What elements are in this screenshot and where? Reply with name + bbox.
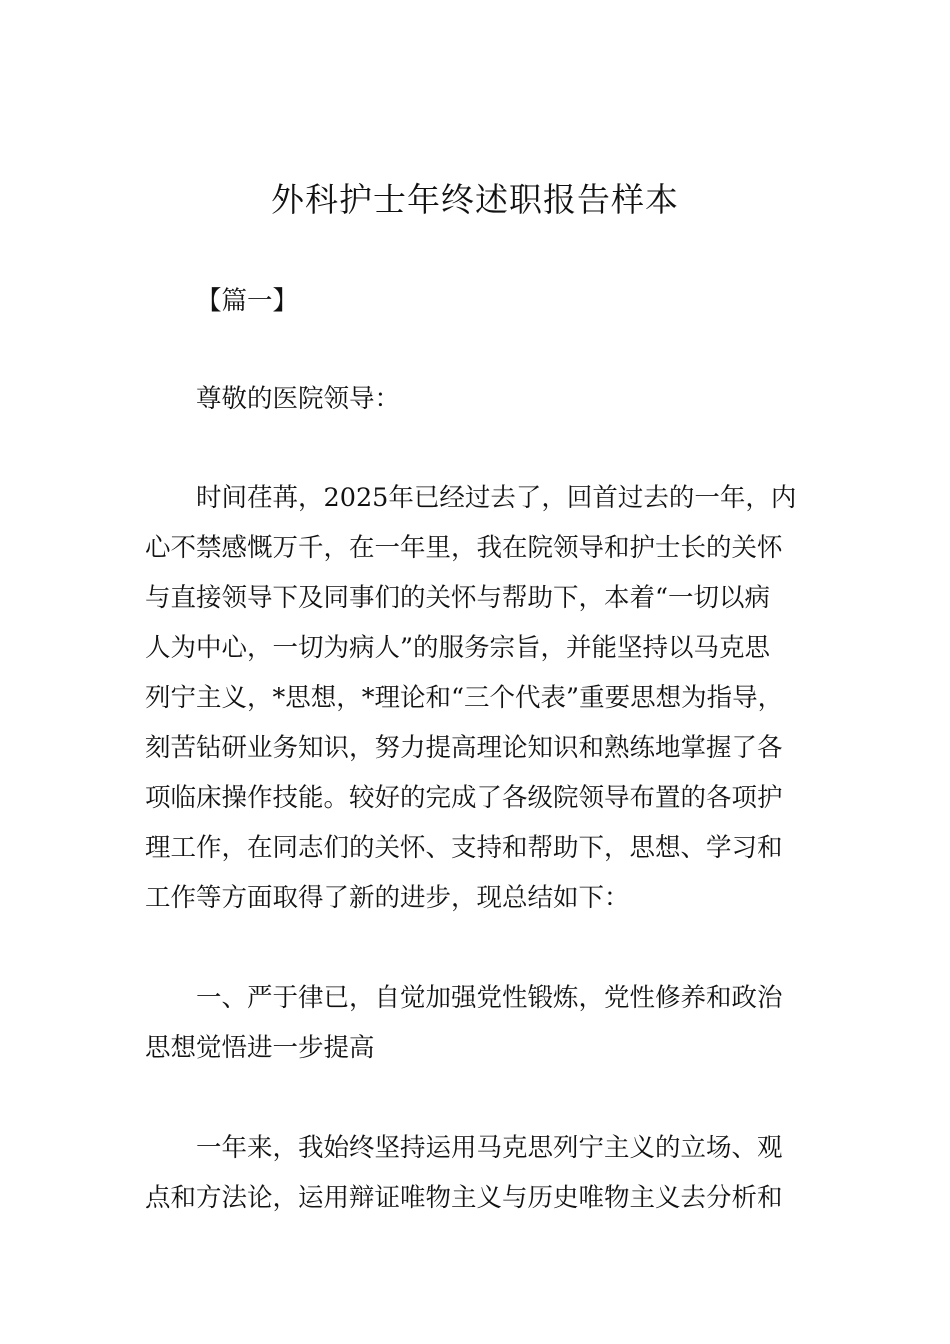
paragraph-line: 理工作，在同志们的关怀、支持和帮助下，思想、学习和 [145, 833, 783, 863]
document-title: 外科护士年终述职报告样本 [271, 180, 679, 219]
paragraph-line: 心不禁感慨万千，在一年里，我在院领导和护士长的关怀 [145, 533, 783, 563]
paragraph-line: 一年来，我始终坚持运用马克思列宁主义的立场、观 [196, 1133, 783, 1163]
paragraph-line: 项临床操作技能。较好的完成了各级院领导布置的各项护 [145, 783, 783, 813]
paragraph-line: 与直接领导下及同事们的关怀与帮助下，本着“一切以病 [145, 583, 771, 613]
paragraph-line: 刻苦钻研业务知识，努力提高理论知识和熟练地掌握了各 [145, 733, 783, 763]
heading-line: 一、严于律已，自觉加强党性锻炼，党性修养和政治 [196, 983, 783, 1013]
paragraph-line: 人为中心，一切为病人”的服务宗旨，并能坚持以马克思 [145, 633, 771, 663]
paragraph-line: 时间荏苒，2025年已经过去了，回首过去的一年，内 [196, 483, 797, 513]
section-label: 【篇一】 [196, 286, 299, 316]
salutation: 尊敬的医院领导： [196, 384, 401, 414]
heading-line: 思想觉悟进一步提高 [145, 1033, 375, 1063]
paragraph-line: 列宁主义，*思想，*理论和“三个代表”重要思想为指导， [145, 683, 784, 713]
paragraph-line: 点和方法论，运用辩证唯物主义与历史唯物主义去分析和 [145, 1183, 783, 1213]
paragraph-line: 工作等方面取得了新的进步，现总结如下： [145, 883, 630, 913]
